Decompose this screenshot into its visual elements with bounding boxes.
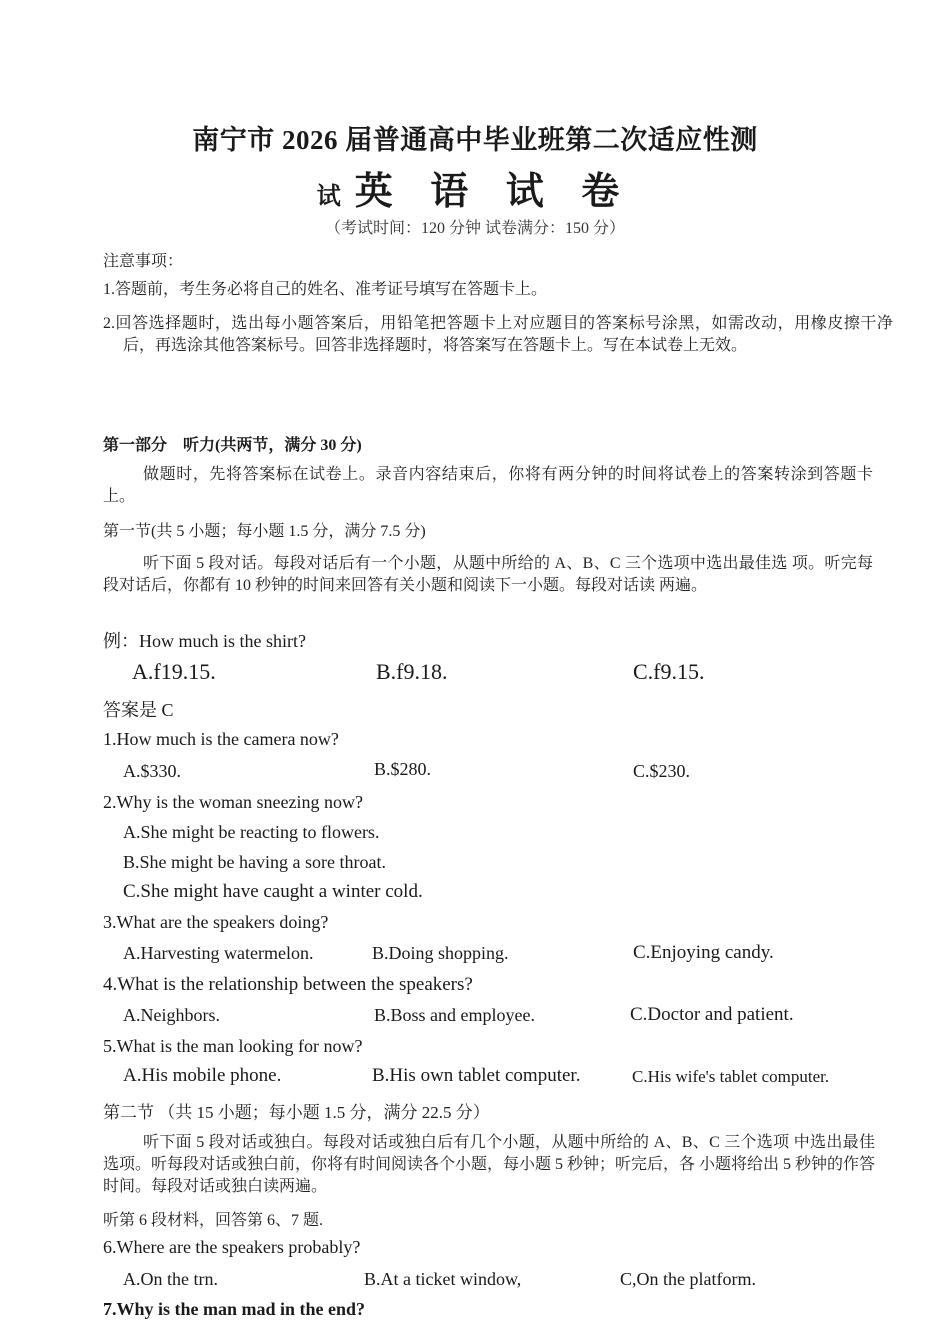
question-5-option-a: A.His mobile phone. <box>123 1065 282 1086</box>
question-3-option-a: A.Harvesting watermelon. <box>123 943 314 963</box>
question-3-option-b: B.Doing shopping. <box>372 943 509 963</box>
question-5-option-c: C.His wife's tablet computer. <box>632 1067 830 1086</box>
part1-heading: 第一部分 听力(共两节，满分 30 分) <box>103 437 362 454</box>
question-1-option-a: A.$330. <box>123 761 181 781</box>
part1-intro: 做题时，先将答案标在试卷上。录音内容结束后，你将有两分钟的时间将试卷上的答案转涂到答题卡上。 <box>103 466 873 505</box>
question-7: 7.Why is the man mad in the end? <box>103 1299 366 1319</box>
material-6-instruction: 听第 6 段材料，回答第 6、7 题. <box>103 1212 324 1229</box>
example-question: 例：How much is the shirt? <box>103 631 306 651</box>
question-4-option-c: C.Doctor and patient. <box>630 1004 794 1025</box>
example-answer: 答案是 C <box>103 700 174 720</box>
notice-heading: 注意事项： <box>103 253 184 270</box>
section2-intro: 听下面 5 段对话或独白。每段对话或独白后有几个小题，从题中所给的 A、B、C 三个选项 中选出最佳选项。听每段对话或独白前，你将有时间阅读各个小题，每小题 5 秒钟；听完后，各 小题将给出 5 秒钟的作答时间。每段对话或独白读两遍。 <box>103 1134 876 1195</box>
question-5-option-b: B.His own tablet computer. <box>372 1065 581 1086</box>
exam-info: （考试时间：120 分钟 试卷满分：150 分） <box>324 220 625 237</box>
question-3-option-c: C.Enjoying candy. <box>633 942 774 963</box>
question-4-option-b: B.Boss and employee. <box>374 1005 535 1025</box>
question-6-option-c: C,On the platform. <box>620 1269 756 1289</box>
question-4-option-a: A.Neighbors. <box>123 1005 220 1025</box>
question-1-option-b: B.$280. <box>374 759 432 779</box>
question-4: 4.What is the relationship between the speakers? <box>103 974 473 995</box>
section1-intro: 听下面 5 段对话。每段对话后有一个小题，从题中所给的 A、B、C 三个选项中选出最佳选 项。听完每段对话后，你都有 10 秒钟的时间来回答有关小题和阅读下一小题。每段对话读 两遍。 <box>103 555 873 594</box>
question-2: 2.Why is the woman sneezing now? <box>103 792 363 812</box>
exam-title-subject: 英 语 试 卷 <box>354 171 634 213</box>
example-option-b: B.f9.18. <box>376 659 448 684</box>
question-1: 1.How much is the camera now? <box>103 729 339 749</box>
exam-title-line2 <box>0 160 950 215</box>
section1-heading: 第一节(共 5 小题；每小题 1.5 分，满分 7.5 分) <box>103 523 426 540</box>
section2-heading: 第二节 （共 15 小题；每小题 1.5 分，满分 22.5 分） <box>103 1103 490 1122</box>
question-6-option-b: B.At a ticket window, <box>364 1269 522 1289</box>
question-1-option-c: C.$230. <box>633 761 691 781</box>
question-5: 5.What is the man looking for now? <box>103 1036 363 1056</box>
question-2-option-c: C.She might have caught a winter cold. <box>123 881 423 902</box>
example-option-c: C.f9.15. <box>633 659 705 684</box>
question-2-option-b: B.She might be having a sore throat. <box>123 852 386 872</box>
example-option-a: A.f19.15. <box>132 659 216 684</box>
notice-item-1: 1.答题前，考生务必将自己的姓名、准考证号填写在答题卡上。 <box>103 281 548 298</box>
question-6: 6.Where are the speakers probably? <box>103 1237 361 1257</box>
question-3: 3.What are the speakers doing? <box>103 912 329 932</box>
exam-title-line1: 南宁市 2026 届普通高中毕业班第二次适应性测 <box>192 125 758 155</box>
exam-title-line2-small: 试 <box>316 184 341 210</box>
question-6-option-a: A.On the trn. <box>123 1269 218 1289</box>
notice-item-2: 2.回答选择题时，选出每小题答案后，用铅笔把答题卡上对应题目的答案标号涂黑，如需改动，用橡皮擦干净后，再选涂其他答案标号。回答非选择题时，将答案写在答题卡上。写在本试卷上无效。 <box>103 315 893 354</box>
question-2-option-a: A.She might be reacting to flowers. <box>123 822 380 842</box>
